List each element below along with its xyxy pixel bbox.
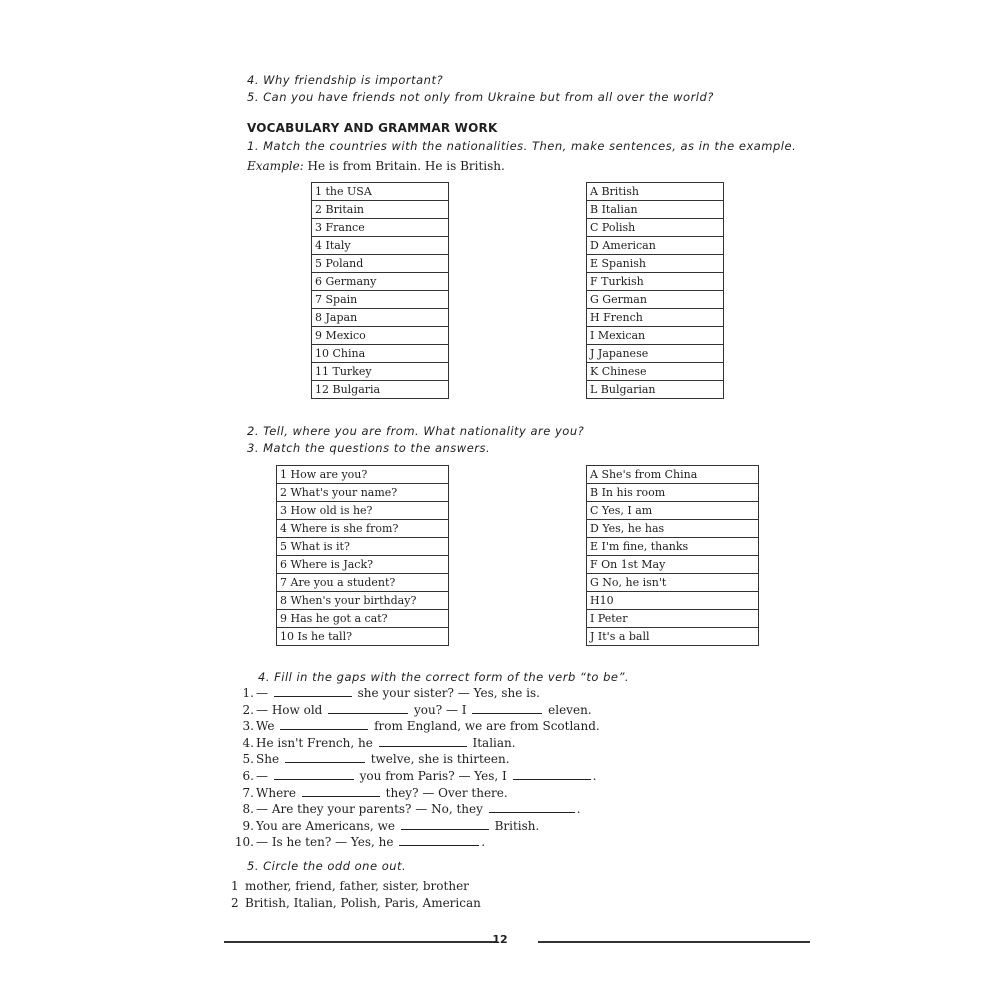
nationality-row-cell: H French xyxy=(587,309,724,327)
item-number: 5. xyxy=(242,752,254,767)
item-text: She xyxy=(256,752,283,767)
item-text: — How old xyxy=(256,702,327,717)
page-number: 12 xyxy=(492,933,508,946)
item-number: 8. xyxy=(242,802,254,817)
odd-one-out-item xyxy=(231,879,469,893)
item-number: 3. xyxy=(242,719,254,734)
answer-row-cell: J It's a ball xyxy=(587,628,759,646)
answer-gap[interactable] xyxy=(274,686,352,697)
fill-in-item xyxy=(222,835,485,849)
question-row-cell: 8 When's your birthday? xyxy=(277,592,449,610)
fill-in-item xyxy=(222,752,510,766)
answer-gap[interactable] xyxy=(472,703,542,714)
answer-row xyxy=(587,610,759,628)
question-row-cell: 6 Where is Jack? xyxy=(277,556,449,574)
item-number: 2. xyxy=(242,702,254,717)
nationality-row-cell: C Polish xyxy=(587,219,724,237)
question-row-cell: 9 Has he got a cat? xyxy=(277,610,449,628)
question-row-cell: 4 Where is she from? xyxy=(277,520,449,538)
answer-row xyxy=(587,466,759,484)
nationality-row xyxy=(587,291,724,309)
question-row-cell: 10 Is he tall? xyxy=(277,628,449,646)
item-text: mother, friend, father, sister, brother xyxy=(245,879,469,893)
question-row xyxy=(277,610,449,628)
answer-row-cell: D Yes, he has xyxy=(587,520,759,538)
item-text: He isn't French, he xyxy=(256,735,377,750)
item-text: she your sister? — Yes, she is. xyxy=(353,686,540,700)
question-row-cell: 5 What is it? xyxy=(277,538,449,556)
nationality-row-cell: G German xyxy=(587,291,724,309)
question-row-cell: 2 What's your name? xyxy=(277,484,449,502)
answer-gap[interactable] xyxy=(302,786,380,797)
question-row-cell: 7 Are you a student? xyxy=(277,574,449,592)
nationality-row-cell: J Japanese xyxy=(587,345,724,363)
country-row xyxy=(312,327,449,345)
country-row xyxy=(312,291,449,309)
answer-gap[interactable] xyxy=(328,703,408,714)
country-row xyxy=(312,273,449,291)
nationality-row xyxy=(587,327,724,345)
answer-row-cell: I Peter xyxy=(587,610,759,628)
country-row xyxy=(312,255,449,273)
nationality-row-cell: A British xyxy=(587,183,724,201)
nationality-row-cell: F Turkish xyxy=(587,273,724,291)
task4-instruction: 4. Fill in the gaps with the correct form of the verb “to be”. xyxy=(258,670,630,684)
item-text: twelve, she is thirteen. xyxy=(366,752,510,767)
item-text: they? — Over there. xyxy=(381,785,508,800)
item-text: British. xyxy=(490,818,540,833)
country-row xyxy=(312,345,449,363)
answer-row-cell: H10 xyxy=(587,592,759,610)
question-row xyxy=(277,484,449,502)
nationality-row xyxy=(587,201,724,219)
item-text: — xyxy=(256,686,272,700)
answer-row xyxy=(587,484,759,502)
answer-row xyxy=(587,628,759,646)
item-number: 4. xyxy=(242,735,254,750)
answer-row-cell: G No, he isn't xyxy=(587,574,759,592)
item-text: Italian. xyxy=(468,735,516,750)
nationality-row xyxy=(587,273,724,291)
fill-in-item xyxy=(222,819,539,833)
country-row-cell: 8 Japan xyxy=(312,309,449,327)
answer-row-cell: A She's from China xyxy=(587,466,759,484)
odd-one-out-item xyxy=(231,896,481,910)
item-number: 10. xyxy=(234,835,254,850)
question-row xyxy=(277,538,449,556)
item-number: 1 xyxy=(231,879,239,893)
example-label: Example: xyxy=(247,159,304,173)
fill-in-item xyxy=(222,703,592,717)
nationality-row xyxy=(587,363,724,381)
item-number: 7. xyxy=(242,785,254,800)
question-row xyxy=(277,466,449,484)
question-row xyxy=(277,502,449,520)
question-row xyxy=(277,628,449,646)
nationality-row xyxy=(587,345,724,363)
country-row-cell: 4 Italy xyxy=(312,237,449,255)
fill-in-item xyxy=(222,719,600,733)
task2-instruction: 2. Tell, where you are from. What nationality are you? xyxy=(247,424,585,438)
item-text: You are Americans, we xyxy=(256,818,399,833)
example-text: He is from Britain. He is British. xyxy=(303,159,505,173)
answer-row xyxy=(587,556,759,574)
item-number: 9. xyxy=(242,818,254,833)
nationality-row-cell: E Spanish xyxy=(587,255,724,273)
nationality-row xyxy=(587,237,724,255)
country-row-cell: 1 the USA xyxy=(312,183,449,201)
answer-row xyxy=(587,592,759,610)
section-heading: VOCABULARY AND GRAMMAR WORK xyxy=(247,121,498,135)
answer-row xyxy=(587,538,759,556)
intro-question-5: 5. Can you have friends not only from Ukraine but from all over the world? xyxy=(247,90,714,104)
fill-in-item xyxy=(222,769,596,783)
answer-row-cell: F On 1st May xyxy=(587,556,759,574)
item-text: We xyxy=(256,719,279,734)
country-row-cell: 6 Germany xyxy=(312,273,449,291)
footer-rule-right xyxy=(538,941,810,943)
question-row xyxy=(277,574,449,592)
nationalities-table xyxy=(586,182,724,399)
item-text: eleven. xyxy=(544,702,592,717)
answer-row xyxy=(587,520,759,538)
nationality-row xyxy=(587,183,724,201)
nationality-row xyxy=(587,309,724,327)
country-row-cell: 12 Bulgaria xyxy=(312,381,449,399)
item-text: . xyxy=(481,835,486,850)
question-row-cell: 3 How old is he? xyxy=(277,502,449,520)
nationality-row-cell: L Bulgarian xyxy=(587,381,724,399)
fill-in-item xyxy=(222,686,540,700)
item-number: 2 xyxy=(231,896,239,910)
country-row-cell: 10 China xyxy=(312,345,449,363)
task1-instruction: 1. Match the countries with the nationalities. Then, make sentences, as in the example. xyxy=(247,139,797,153)
item-text: Where xyxy=(256,785,300,800)
answer-gap[interactable] xyxy=(280,719,368,730)
country-row-cell: 5 Poland xyxy=(312,255,449,273)
item-text: — Is he ten? — Yes, he xyxy=(256,835,398,850)
nationality-row-cell: B Italian xyxy=(587,201,724,219)
answer-gap[interactable] xyxy=(513,769,591,780)
task5-instruction: 5. Circle the odd one out. xyxy=(247,859,407,873)
answer-gap[interactable] xyxy=(401,819,489,830)
item-text: from England, we are from Scotland. xyxy=(370,719,600,734)
item-text: — xyxy=(256,769,272,783)
nationality-row xyxy=(587,381,724,399)
answer-gap[interactable] xyxy=(274,769,354,780)
task3-instruction: 3. Match the questions to the answers. xyxy=(247,441,491,455)
country-row xyxy=(312,183,449,201)
answer-row-cell: E I'm fine, thanks xyxy=(587,538,759,556)
country-row-cell: 2 Britain xyxy=(312,201,449,219)
country-row xyxy=(312,219,449,237)
countries-table xyxy=(311,182,449,399)
question-row xyxy=(277,592,449,610)
nationality-row-cell: D American xyxy=(587,237,724,255)
nationality-row-cell: I Mexican xyxy=(587,327,724,345)
item-text: . xyxy=(592,769,597,783)
question-row xyxy=(277,556,449,574)
answer-row xyxy=(587,502,759,520)
fill-in-item xyxy=(222,786,508,800)
country-row xyxy=(312,381,449,399)
answer-row xyxy=(587,574,759,592)
country-row xyxy=(312,201,449,219)
country-row-cell: 7 Spain xyxy=(312,291,449,309)
nationality-row xyxy=(587,219,724,237)
country-row-cell: 11 Turkey xyxy=(312,363,449,381)
country-row xyxy=(312,363,449,381)
answer-gap[interactable] xyxy=(285,752,365,763)
item-number: 1. xyxy=(242,686,254,700)
item-text: you? — I xyxy=(410,702,471,717)
fill-in-item xyxy=(222,736,516,750)
item-text: British, Italian, Polish, Paris, American xyxy=(245,896,481,910)
country-row xyxy=(312,309,449,327)
answer-gap[interactable] xyxy=(379,736,467,747)
item-text: you from Paris? — Yes, I xyxy=(355,769,511,783)
item-number: 6. xyxy=(242,769,254,783)
item-text: — Are they your parents? — No, they xyxy=(256,802,487,817)
question-row-cell: 1 How are you? xyxy=(277,466,449,484)
answers-table xyxy=(586,465,759,646)
item-text: . xyxy=(576,802,581,817)
answer-gap[interactable] xyxy=(489,802,575,813)
question-row xyxy=(277,520,449,538)
country-row-cell: 3 France xyxy=(312,219,449,237)
intro-question-4: 4. Why friendship is important? xyxy=(247,73,444,87)
country-row xyxy=(312,237,449,255)
questions-table xyxy=(276,465,449,646)
answer-row-cell: C Yes, I am xyxy=(587,502,759,520)
nationality-row-cell: K Chinese xyxy=(587,363,724,381)
fill-in-item xyxy=(222,802,581,816)
footer-rule-left xyxy=(224,941,496,943)
answer-row-cell: B In his room xyxy=(587,484,759,502)
task1-example xyxy=(247,159,505,173)
answer-gap[interactable] xyxy=(399,835,479,846)
nationality-row xyxy=(587,255,724,273)
country-row-cell: 9 Mexico xyxy=(312,327,449,345)
